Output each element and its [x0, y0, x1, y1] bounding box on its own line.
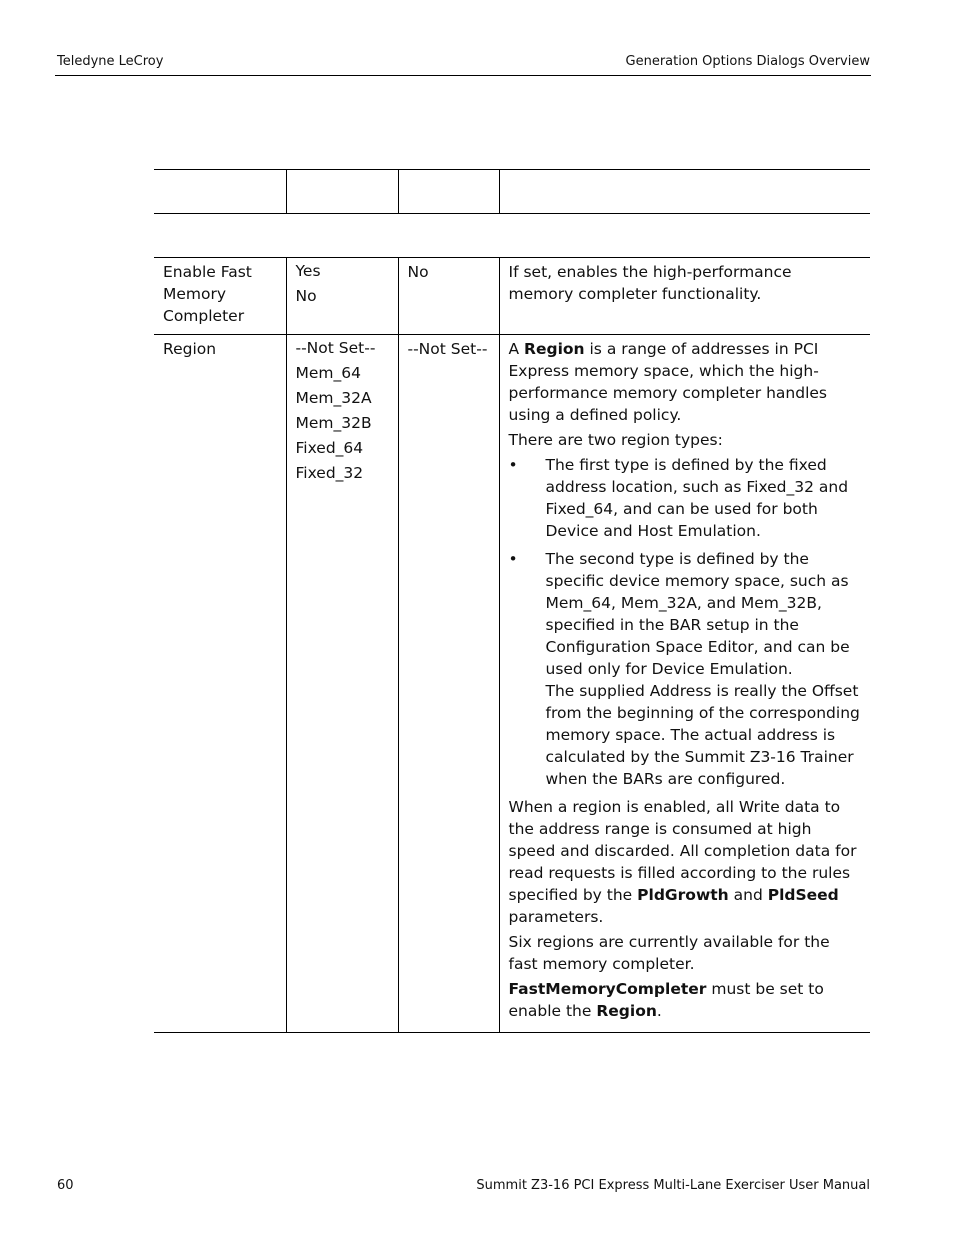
footer-title: Summit Z3-16 PCI Express Multi-Lane Exerciser User Manual — [476, 1178, 870, 1193]
description-paragraph: There are two region types: — [508, 431, 723, 449]
list-item: • The second type is defined by the specific device memory space, such as Mem_64, Mem_32A, and Mem_32B, specified in the BAR setup in the Configuration Space Editor, and can be used only for Device Emulation. The supplied Address is really the Offset from the beginning of the corresponding memory space. The actual address is calculated by the Summit Z3-16 Trainer when the BARs are configured. — [508, 550, 860, 788]
description-paragraph: Six regions are currently available for the fast memory completer. — [508, 933, 830, 973]
table-row — [154, 335, 870, 1033]
param-default: No — [398, 258, 499, 335]
description-paragraph: A Region is a range of addresses in PCI Express memory space, which the high-performance memory completer handles using a defined policy. — [508, 340, 827, 424]
header-right: Generation Options Dialogs Overview — [625, 54, 870, 69]
table-header-row — [154, 169, 870, 214]
fastmemorycompleter-term: FastMemoryCompleter — [508, 980, 707, 998]
bullet-icon: • — [508, 550, 518, 568]
param-name: Region — [154, 335, 286, 1033]
value-item: Fixed_64 — [295, 439, 364, 457]
page-number: 60 — [57, 1178, 74, 1193]
value-item: Fixed_32 — [295, 464, 364, 482]
param-name: Enable Fast Memory Completer — [154, 258, 286, 335]
bullet-icon: • — [508, 456, 518, 474]
region-type-list — [509, 454, 862, 790]
value-item: No — [295, 287, 317, 305]
pldseed-term: PldSeed — [767, 886, 839, 904]
table-row — [154, 258, 870, 335]
value-item: --Not Set-- — [295, 339, 376, 357]
list-item: • The first type is defined by the fixed address location, such as Fixed_32 and Fixed_64, and can be used for both Device and Host Emulation. — [508, 456, 849, 540]
description-paragraph: FastMemoryCompleter must be set to enable the Region. — [508, 980, 824, 1020]
param-description — [499, 258, 870, 335]
parameter-table — [154, 257, 870, 1033]
description-text: If set, enables the high-performance memory completer functionality. — [508, 263, 792, 303]
region-term: Region — [596, 1002, 657, 1020]
param-values — [286, 335, 398, 1033]
region-term: Region — [524, 340, 585, 358]
value-item: Yes — [295, 262, 321, 280]
list-item-note: The supplied Address is really the Offset from the beginning of the corresponding memory space. The actual address is calculated by the Summit Z3-16 Trainer when the BARs are configured. — [545, 682, 860, 788]
param-default: --Not Set-- — [398, 335, 499, 1033]
header-cell-3 — [398, 170, 499, 214]
header-cell-1 — [154, 170, 286, 214]
description-paragraph: When a region is enabled, all Write data to the address range is consumed at high speed and discarded. All completion data for read requests is filled according to the rules specified by the PldGrowth and PldSeed parameters. — [508, 798, 857, 926]
header-left: Teledyne LeCroy — [57, 54, 164, 69]
param-description — [499, 335, 870, 1033]
value-item: Mem_32A — [295, 389, 372, 407]
header-rule — [55, 75, 871, 76]
header-cell-2 — [286, 170, 398, 214]
param-values — [286, 258, 398, 335]
value-item: Mem_64 — [295, 364, 361, 382]
pldgrowth-term: PldGrowth — [637, 886, 729, 904]
header-cell-4 — [499, 170, 870, 214]
value-item: Mem_32B — [295, 414, 372, 432]
